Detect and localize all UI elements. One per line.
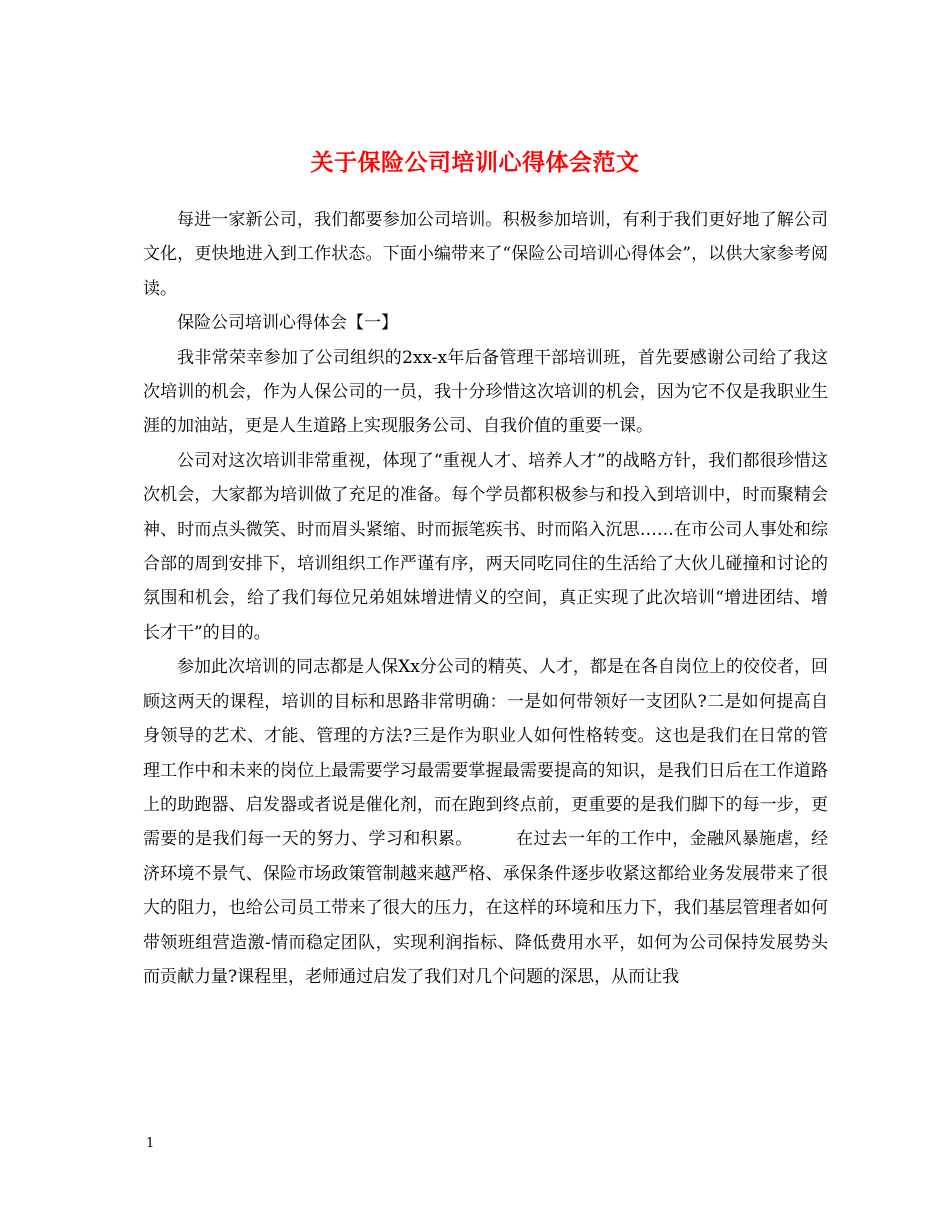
document-body <box>143 203 828 994</box>
page-number: 1 <box>146 1136 155 1151</box>
document-title: 关于保险公司培训心得体会范文 <box>310 149 640 177</box>
body-paragraph: 我非常荣幸参加了公司组织的2xx-x年后备管理干部培训班，首先要感谢公司给了我这次培训的机会，作为人保公司的一员，我十分珍惜这次培训的机会，因为它不仅是我职业生涯的加油站，更是人生道路上实现服务公司、自我价值的重要一课。 <box>143 347 828 437</box>
intro-paragraph: 每进一家新公司，我们都要参加公司培训。积极参加培训，有利于我们更好地了解公司文化，更快地进入到工作状态。下面小编带来了“保险公司培训心得体会”，以供大家参考阅读。 <box>143 210 828 299</box>
body-paragraph: 参加此次培训的同志都是人保Xx分公司的精英、人才，都是在各自岗位上的佼佼者，回顾这两天的课程，培训的目标和思路非常明确：一是如何带领好一支团队?二是如何提高自身领导的艺术、才能、管理的方法?三是作为职业人如何性格转变。这也是我们在日常的管理工作中和未来的岗位上最需要学习最需要掌握最需要提高的知识，是我们日后在工作道路上的助跑器、启发器或者说是催化剂，而在跑到终点前，更重要的是我们脚下的每一步，更需要的是我们每一天的努力、学习和积累。 在过去一年的工作中，金融风暴施虐，经济环境不景气、保险市场政策管制越来越严格、承保条件逐步收紧这都给业务发展带来了很大的阻力，也给公司员工带来了很大的压力，在这样的环境和压力下，我们基层管理者如何带领班组营造激-情而稳定团队，实现利润指标、降低费用水平，如何为公司保持发展势头而贡献力量?课程里，老师通过启发了我们对几个问题的深思，从而让我 <box>143 657 828 987</box>
section-heading: 保险公司培训心得体会【一】 <box>177 313 398 334</box>
body-paragraph: 公司对这次培训非常重视，体现了“重视人才、培养人才”的战略方针，我们都很珍惜这次机会，大家都为培训做了充足的准备。每个学员都积极参与和投入到培训中，时而聚精会神、时而点头微笑、时而眉头紧缩、时而振笔疾书、时而陷入沉思……在市公司人事处和综合部的周到安排下，培训组织工作严谨有序，两天同吃同住的生活给了大伙儿碰撞和讨论的氛围和机会，给了我们每位兄弟姐妹增进情义的空间，真正实现了此次培训“增进团结、增长才干”的目的。 <box>143 450 828 643</box>
